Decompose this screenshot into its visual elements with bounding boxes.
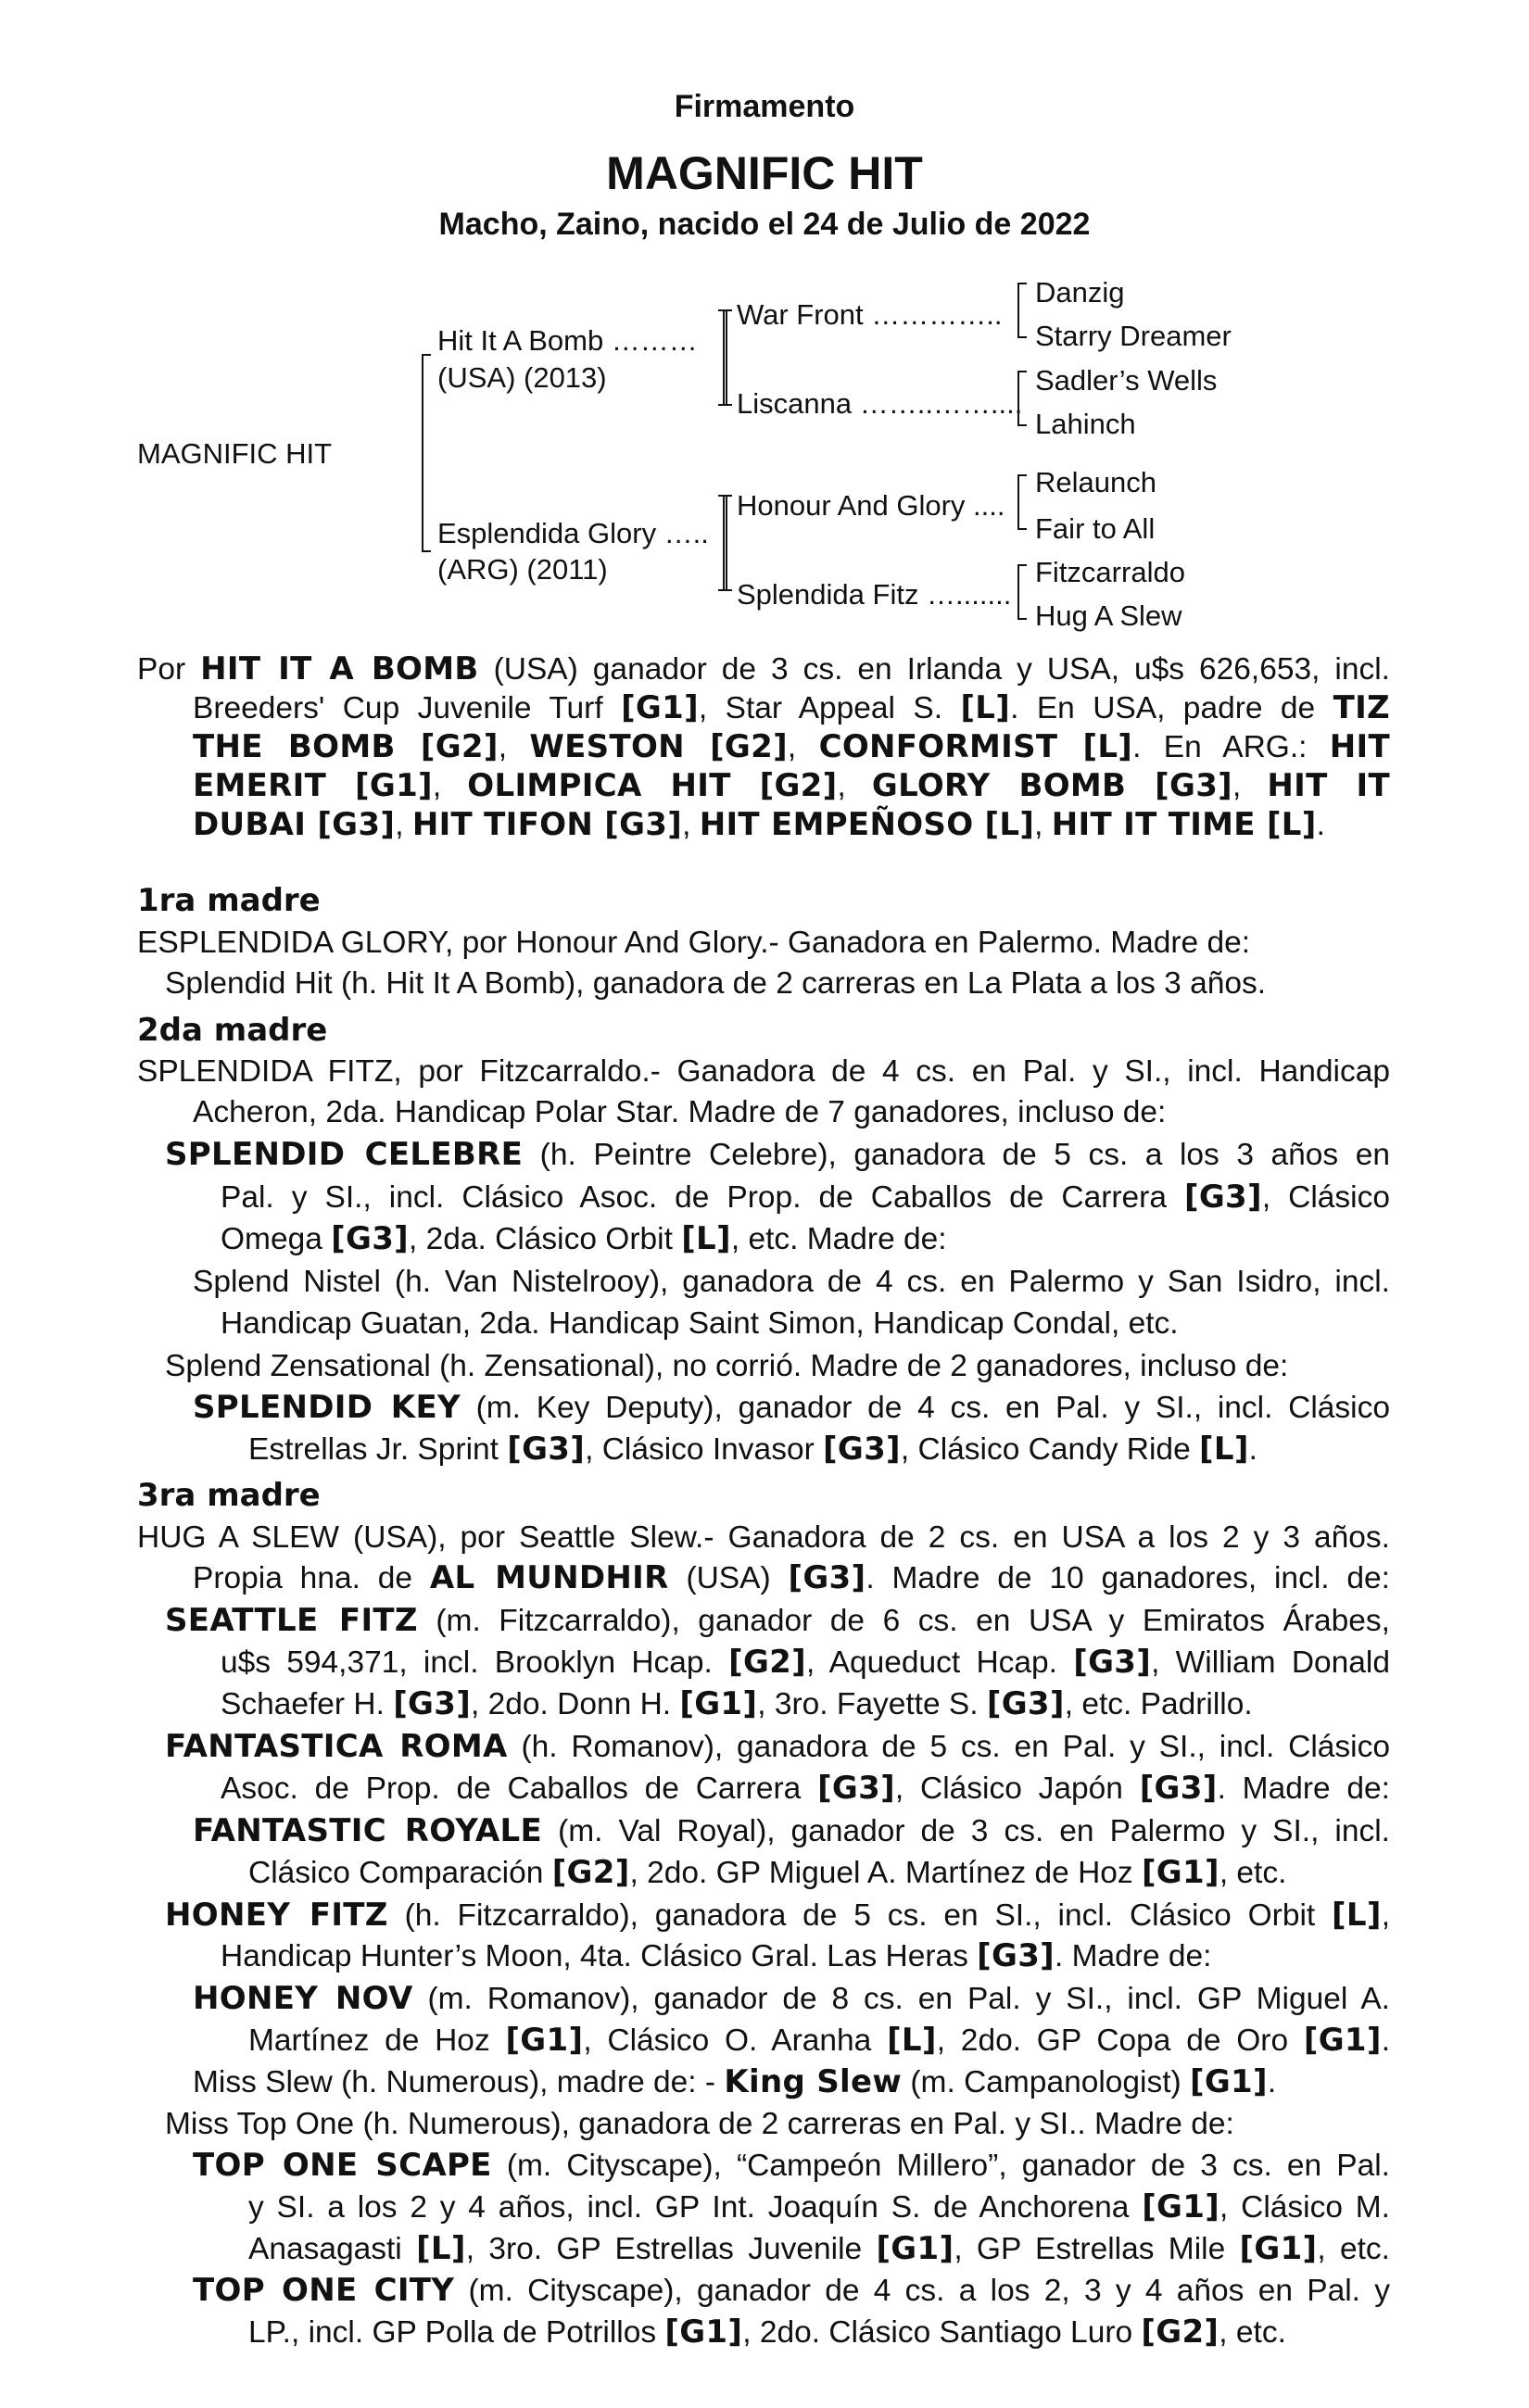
text-run: u$s 594,371, incl. Brooklyn Hcap. <box>221 1645 729 1680</box>
bold-text: SEATTLE FITZ <box>165 1602 418 1639</box>
text-run: (h. Fitzcarraldo), ganadora de 5 cs. en SI., incl. Clásico Orbit <box>387 1898 1333 1933</box>
bold-text: WESTON [G2] <box>529 728 788 765</box>
text-run: , <box>682 808 700 842</box>
text-run: Anasagasti <box>248 2232 417 2266</box>
horse-name: MAGNIFIC HIT <box>606 147 923 199</box>
bold-text: HIT IT A BOMB <box>200 650 479 687</box>
text-run: Handicap Hunter’s Moon, 4ta. Clásico Gral. Las Heras <box>221 1939 978 1973</box>
section-line <box>165 1600 1390 1643</box>
bold-text: [G1] <box>876 2230 954 2267</box>
text-run: , 2do. GP Copa de Oro <box>936 2023 1304 2058</box>
text-run: Splend Zensational (h. Zensational), no corrió. Madre de 2 ganadores, incluso de: <box>165 1349 1289 1383</box>
text-run: . Madre de 10 ganadores, incl. de: <box>866 1561 1390 1595</box>
text-run: , etc. <box>1219 2315 1286 2350</box>
pedigree-bracket-ggp1 <box>1017 283 1027 338</box>
text-run: Splend Nistel (h. Van Nistelrooy), ganadora de 4 cs. en Palermo y San Isidro, incl. <box>193 1265 1390 1299</box>
text-run: Handicap Guatan, 2da. Handicap Saint Simon, Handicap Condal, etc. <box>221 1306 1179 1341</box>
text-run: Schaefer H. <box>221 1687 394 1721</box>
section-line <box>193 2061 1276 2104</box>
sire-line <box>193 804 1325 847</box>
section-line <box>221 1768 1390 1810</box>
bold-text: CONFORMIST [L] <box>818 728 1133 765</box>
pedigree-ggp-4: Lahinch <box>1035 408 1136 440</box>
bold-text: AL MUNDHIR <box>429 1559 669 1596</box>
text-run: , Clásico O. Aranha <box>583 2023 888 2058</box>
bold-text: HIT <box>1329 728 1390 765</box>
bold-text: [G3] <box>393 1685 472 1722</box>
section-line <box>193 2145 1390 2187</box>
text-run: Clásico Comparación <box>248 1856 552 1890</box>
pedigree-ggp-3: Sadler’s Wells <box>1035 364 1218 397</box>
text-run: Breeders' Cup Juvenile Turf <box>193 691 622 725</box>
text-run: Pal. y SI., incl. Clásico Asoc. de Prop. de Caballos de Carrera <box>221 1180 1184 1215</box>
text-run: , <box>787 730 819 764</box>
pedigree-ggp-1: Danzig <box>1035 276 1125 309</box>
bold-text: TIZ <box>1333 689 1390 726</box>
text-run: Splendid Hit (h. Hit It A Bomb), ganadora de 2 carreras en La Plata a los 3 años. <box>165 966 1267 1001</box>
bold-text: [G1] <box>664 2313 743 2351</box>
bold-text: [L] <box>681 1220 731 1257</box>
section-line <box>221 1303 1179 1345</box>
bold-text: [G3] <box>331 1220 410 1257</box>
bold-text: [G3] <box>1183 1179 1262 1216</box>
pedigree-bracket-gen1 <box>422 354 431 552</box>
bold-text: [G1] <box>1303 2022 1382 2059</box>
pedigree-ggp-2: Starry Dreamer <box>1035 320 1232 352</box>
section-line <box>248 1852 1286 1895</box>
bold-text: [G1] <box>621 689 699 726</box>
text-run: , 2do. Clásico Santiago Luro <box>742 2315 1142 2350</box>
bold-text: HONEY FITZ <box>165 1897 388 1934</box>
section-line <box>193 1387 1390 1430</box>
pedigree-bracket-ggp2 <box>1017 371 1027 426</box>
text-run: HUG A SLEW (USA), por Seattle Slew.- Ganadora de 2 cs. en USA a los 2 y 3 años. <box>137 1520 1390 1555</box>
text-run: , Clásico Candy Ride <box>900 1432 1200 1467</box>
bold-text: HONEY NOV <box>193 1980 413 2017</box>
horse-description: Macho, Zaino, nacido el 24 de Julio de 2022 <box>438 207 1091 242</box>
text-run: , Star Appeal S. <box>698 691 961 725</box>
stud-name: Firmamento <box>674 89 855 124</box>
text-run: , etc. <box>1317 2232 1390 2266</box>
text-run: (m. Cityscape), “Campeón Millero”, ganador de 3 cs. en Pal. <box>491 2149 1390 2183</box>
bold-text: FANTASTIC ROYALE <box>193 1812 543 1849</box>
section-line <box>165 1345 1288 1388</box>
text-run: (h. Romanov), ganadora de 5 cs. en Pal. y SI., incl. Clásico <box>507 1730 1391 1764</box>
text-run: , <box>432 769 468 803</box>
section-line <box>248 2187 1390 2229</box>
text-run: (m. Key Deputy), ganador de 4 cs. en Pal. y SI., incl. Clásico <box>460 1391 1390 1425</box>
text-run: (m. Romanov), ganador de 8 cs. en Pal. y SI., incl. GP Miguel A. <box>412 1982 1390 2016</box>
text-run: Por <box>137 652 201 687</box>
text-run: (USA) ganador de 3 cs. en Irlanda y USA, u$s 626,653, incl. <box>478 652 1390 687</box>
bold-text: GLORY BOMB [G3] <box>871 767 1233 804</box>
text-run: , Aqueduct Hcap. <box>805 1645 1074 1680</box>
bold-text: [L] <box>1332 1897 1382 1934</box>
bold-text: [G1] <box>1190 2063 1268 2100</box>
text-run: . En ARG.: <box>1132 730 1330 764</box>
bold-text: [G3] <box>507 1431 586 1468</box>
text-run: , 2do. GP Miguel A. Martínez de Hoz <box>629 1856 1142 1890</box>
pedigree-ggp-8: Hug A Slew <box>1035 599 1182 632</box>
text-run: ESPLENDIDA GLORY, por Honour And Glory.- Ganadora en Palermo. Madre de: <box>137 926 1251 960</box>
section-line <box>193 1091 1166 1134</box>
section-line <box>165 1895 1390 1937</box>
text-run: (USA) <box>668 1561 789 1595</box>
text-run: (m. Campanologist) <box>902 2065 1190 2099</box>
bold-text: HIT EMPEÑOSO [L] <box>699 806 1035 843</box>
bold-text: [G2] <box>1141 2313 1219 2351</box>
bold-text: SPLENDID KEY <box>193 1389 461 1426</box>
pedigree-dam-dam: Splendida Fitz …....... <box>737 578 1012 611</box>
bold-text: [L] <box>1199 1431 1249 1468</box>
section-line <box>221 1935 1211 1978</box>
pedigree-dam-sire: Honour And Glory .... <box>737 489 1005 522</box>
pedigree-bracket-dam-left <box>723 495 732 591</box>
text-run: Propia hna. de <box>193 1561 430 1595</box>
text-run: . En USA, padre de <box>1010 691 1333 725</box>
section-line <box>165 2103 1234 2146</box>
text-run: , Clásico M. <box>1219 2190 1390 2225</box>
bold-text: TOP ONE CITY <box>193 2272 455 2309</box>
section-line <box>165 1726 1390 1769</box>
pedigree-bracket-sire-left <box>723 309 732 406</box>
bold-text: [G1] <box>1141 1854 1219 1891</box>
pedigree-ggp-6: Fair to All <box>1035 512 1156 545</box>
section-line <box>248 2228 1390 2271</box>
bold-text: [G3] <box>817 1770 895 1807</box>
pedigree-subject: MAGNIFIC HIT <box>137 437 333 470</box>
pedigree-dam-origin: (ARG) (2011) <box>437 553 608 586</box>
pedigree-sire-origin: (USA) (2013) <box>437 361 607 394</box>
text-run: , William Donald <box>1151 1645 1390 1680</box>
bold-text: FANTASTICA ROMA <box>165 1728 508 1765</box>
bold-text: King Slew <box>724 2063 903 2100</box>
section-line <box>193 2270 1390 2313</box>
text-run: . Madre de: <box>1217 1771 1390 1806</box>
text-run: , <box>1034 808 1052 842</box>
bold-text: OLIMPICA HIT [G2] <box>467 767 838 804</box>
section-line <box>137 1517 1390 1559</box>
pedigree-ggp-7: Fitzcarraldo <box>1035 556 1185 588</box>
text-run: , <box>837 769 872 803</box>
section-line <box>248 1429 1257 1471</box>
pedigree-bracket-ggp3 <box>1017 474 1027 530</box>
text-run: , 2da. Clásico Orbit <box>409 1222 682 1256</box>
text-run: , etc. Madre de: <box>730 1222 947 1256</box>
text-run: , <box>1232 769 1268 803</box>
section-line <box>221 1683 1253 1726</box>
pedigree-dam: Esplendida Glory ….. <box>437 517 709 549</box>
bold-text: [L] <box>887 2022 937 2059</box>
pedigree-bracket-ggp4 <box>1017 564 1027 620</box>
bold-text: HIT IT TIME [L] <box>1051 806 1317 843</box>
section-line <box>248 2312 1286 2354</box>
section-heading: 1ra madre <box>137 882 321 919</box>
text-run: , <box>395 808 412 842</box>
bold-text: [G2] <box>728 1644 806 1681</box>
section-line <box>165 963 1266 1005</box>
text-run: (h. Peintre Celebre), ganadora de 5 cs. a los 3 años en <box>523 1138 1390 1172</box>
text-run: , 3ro. GP Estrellas Juvenile <box>465 2232 877 2266</box>
section-line <box>193 1978 1390 2021</box>
bold-text: [G3] <box>1139 1770 1218 1807</box>
section-line <box>137 922 1250 964</box>
text-run: (m. Val Royal), ganador de 3 cs. en Palermo y SI., incl. <box>542 1814 1390 1848</box>
text-run: , Clásico <box>1261 1180 1390 1215</box>
bold-text: SPLENDID CELEBRE <box>165 1136 524 1173</box>
text-run: . Madre de: <box>1055 1939 1212 1973</box>
bold-text: TOP ONE SCAPE <box>193 2147 492 2184</box>
pedigree-sire: Hit It A Bomb ……… <box>437 324 698 357</box>
bold-text: [G2] <box>551 1854 630 1891</box>
bold-text: HIT IT <box>1267 767 1390 804</box>
pedigree-sire-sire: War Front ………….. <box>737 298 1003 331</box>
text-run: Martínez de Hoz <box>248 2023 506 2058</box>
text-run: LP., incl. GP Polla de Potrillos <box>248 2315 665 2350</box>
bold-text: [L] <box>960 689 1011 726</box>
bold-text: [L] <box>416 2230 466 2267</box>
text-run: , 3ro. Fayette S. <box>757 1687 987 1721</box>
bold-text: [G1] <box>1142 2188 1220 2225</box>
bold-text: [G3] <box>986 1685 1065 1722</box>
bold-text: [G1] <box>679 1685 758 1722</box>
section-line <box>248 2020 1390 2062</box>
bold-text: [G3] <box>788 1559 866 1596</box>
section-line <box>221 1642 1390 1684</box>
text-run: . <box>1316 808 1325 842</box>
text-run: Estrellas Jr. Sprint <box>248 1432 508 1467</box>
text-run: Omega <box>221 1222 332 1256</box>
text-run: , <box>498 730 530 764</box>
bold-text: [G1] <box>505 2022 584 2059</box>
sire-line <box>193 726 1390 769</box>
section-line <box>221 1218 947 1261</box>
section-line <box>193 1810 1390 1853</box>
bold-text: DUBAI [G3] <box>193 806 396 843</box>
section-line <box>137 1051 1390 1093</box>
bold-text: THE BOMB [G2] <box>193 728 499 765</box>
pedigree-sire-dam: Liscanna ……..…….... <box>737 387 1023 420</box>
text-run: . <box>1267 2065 1277 2099</box>
section-line <box>193 1261 1390 1304</box>
bold-text: [G3] <box>1073 1644 1152 1681</box>
text-run: (m. Cityscape), ganador de 4 cs. a los 2, 3 y 4 años en Pal. y <box>454 2274 1390 2308</box>
text-run: Miss Slew (h. Numerous), madre de: - <box>193 2065 725 2099</box>
text-run: SPLENDIDA FITZ, por Fitzcarraldo.- Ganadora de 4 cs. en Pal. y SI., incl. Handicap <box>137 1054 1390 1089</box>
sire-line <box>137 649 1390 691</box>
text-run: , <box>1381 1898 1390 1933</box>
text-run: , Clásico Japón <box>894 1771 1140 1806</box>
sire-line <box>193 687 1390 730</box>
text-run: . <box>1248 1432 1257 1467</box>
section-heading: 2da madre <box>137 1012 328 1049</box>
bold-text: [G3] <box>823 1431 901 1468</box>
text-run: Acheron, 2da. Handicap Polar Star. Madre de 7 ganadores, incluso de: <box>193 1095 1167 1129</box>
section-line <box>221 1177 1390 1219</box>
text-run: . <box>1381 2023 1391 2058</box>
bold-text: [G1] <box>1239 2230 1318 2267</box>
text-run: , Clásico Invasor <box>585 1432 824 1467</box>
section-line <box>165 1134 1390 1177</box>
text-run: , etc. Padrillo. <box>1064 1687 1253 1721</box>
pedigree-ggp-5: Relaunch <box>1035 466 1156 498</box>
section-line <box>193 1557 1390 1600</box>
text-run: y SI. a los 2 y 4 años, incl. GP Int. Joaquín S. de Anchorena <box>248 2190 1143 2225</box>
text-run: Miss Top One (h. Numerous), ganadora de 2 carreras en Pal. y SI.. Madre de: <box>165 2107 1234 2141</box>
text-run: , 2do. Donn H. <box>471 1687 680 1721</box>
text-run: (m. Fitzcarraldo), ganador de 6 cs. en USA y Emiratos Árabes, <box>417 1604 1390 1638</box>
bold-text: [G3] <box>977 1937 1055 1974</box>
bold-text: HIT TIFON [G3] <box>411 806 683 843</box>
section-heading: 3ra madre <box>137 1477 321 1514</box>
text-run: Asoc. de Prop. de Caballos de Carrera <box>221 1771 818 1806</box>
sire-line <box>193 765 1390 808</box>
bold-text: EMERIT [G1] <box>193 767 433 804</box>
text-run: , GP Estrellas Mile <box>954 2232 1240 2266</box>
text-run: , etc. <box>1219 1856 1287 1890</box>
